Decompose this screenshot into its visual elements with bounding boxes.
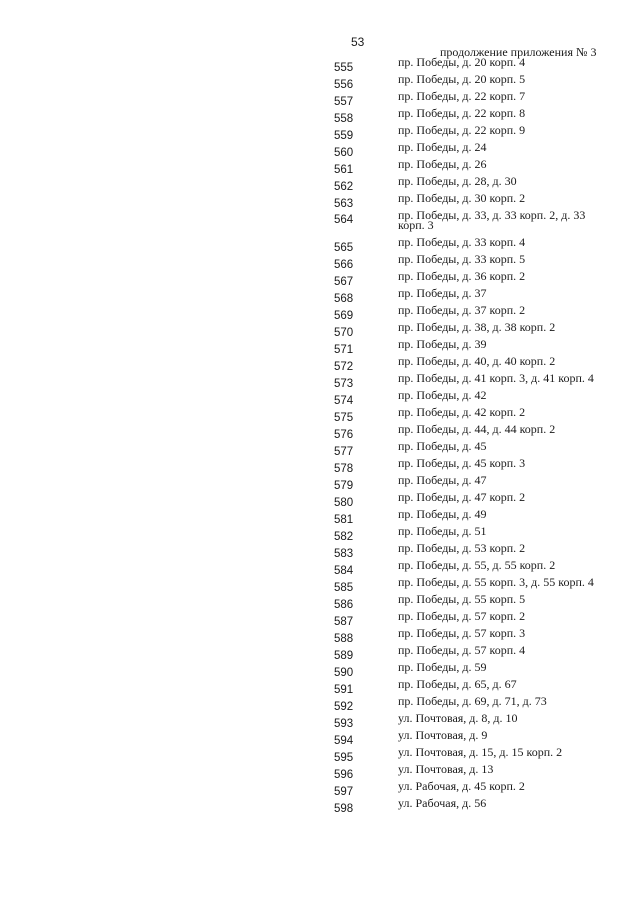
row-number: 555: [334, 62, 354, 74]
row-number: 571: [334, 344, 354, 356]
row-number: 585: [334, 582, 354, 594]
row-number: 582: [334, 531, 354, 543]
row-address: пр. Победы, д. 57 корп. 3: [398, 626, 526, 640]
row-number: 576: [334, 429, 354, 441]
row-address: пр. Победы, д. 33 корп. 4: [398, 235, 526, 249]
row-number: 589: [334, 650, 354, 662]
row-address: пр. Победы, д. 22 корп. 7: [398, 89, 526, 103]
row-number: 586: [334, 599, 354, 611]
row-address: пр. Победы, д. 47: [398, 473, 487, 487]
row-address: пр. Победы, д. 55 корп. 3, д. 55 корп. 4: [398, 575, 594, 589]
row-address: пр. Победы, д. 37: [398, 286, 487, 300]
row-number: 564: [334, 214, 354, 226]
row-number: 581: [334, 514, 354, 526]
list-item: [0, 458, 640, 475]
row-number: 598: [334, 803, 354, 815]
row-number: 563: [334, 198, 354, 210]
list-item: [0, 373, 640, 390]
row-address: пр. Победы, д. 26: [398, 157, 487, 171]
list-item: [0, 237, 640, 254]
row-number: 584: [334, 565, 354, 577]
row-number: 575: [334, 412, 354, 424]
row-address: пр. Победы, д. 20 корп. 5: [398, 72, 526, 86]
row-number: 560: [334, 147, 354, 159]
row-address: пр. Победы, д. 47 корп. 2: [398, 490, 526, 504]
row-number: 574: [334, 395, 354, 407]
row-address: пр. Победы, д. 57 корп. 2: [398, 609, 526, 623]
row-address: пр. Победы, д. 59: [398, 660, 487, 674]
row-address: пр. Победы, д. 37 корп. 2: [398, 303, 526, 317]
row-address: пр. Победы, д. 41 корп. 3, д. 41 корп. 4: [398, 371, 594, 385]
row-address: ул. Почтовая, д. 15, д. 15 корп. 2: [398, 745, 563, 759]
list-item: [0, 747, 640, 764]
row-address: пр. Победы, д. 33, д. 33 корп. 2, д. 33 корп. 3: [398, 208, 586, 232]
row-number: 561: [334, 164, 354, 176]
row-address: пр. Победы, д. 57 корп. 4: [398, 643, 526, 657]
address-list: [0, 57, 640, 815]
list-item: [0, 645, 640, 662]
list-item: [0, 271, 640, 288]
row-number: 577: [334, 446, 354, 458]
list-item: [0, 254, 640, 271]
row-address: пр. Победы, д. 33 корп. 5: [398, 252, 526, 266]
row-number: 593: [334, 718, 354, 730]
row-number: 557: [334, 96, 354, 108]
list-item: [0, 577, 640, 594]
row-address: пр. Победы, д. 69, д. 71, д. 73: [398, 694, 547, 708]
list-item: [0, 91, 640, 108]
list-item: [0, 611, 640, 628]
row-address: пр. Победы, д. 22 корп. 8: [398, 106, 526, 120]
list-item: [0, 662, 640, 679]
row-address: пр. Победы, д. 39: [398, 337, 487, 351]
row-number: 556: [334, 79, 354, 91]
row-address: ул. Рабочая, д. 56: [398, 796, 487, 810]
list-item: [0, 492, 640, 509]
row-number: 580: [334, 497, 354, 509]
row-address: пр. Победы, д. 38, д. 38 корп. 2: [398, 320, 556, 334]
list-item: [0, 108, 640, 125]
appendix-title: продолжение приложения № 3: [440, 45, 597, 59]
row-address: пр. Победы, д. 49: [398, 507, 487, 521]
row-address: пр. Победы, д. 42: [398, 388, 487, 402]
list-item: [0, 526, 640, 543]
row-address: пр. Победы, д. 22 корп. 9: [398, 123, 526, 137]
row-address: ул. Рабочая, д. 45 корп. 2: [398, 779, 525, 793]
row-address: ул. Почтовая, д. 8, д. 10: [398, 711, 518, 725]
row-address: ул. Почтовая, д. 13: [398, 762, 494, 776]
list-item: [0, 142, 640, 159]
list-item: [0, 764, 640, 781]
row-number: 587: [334, 616, 354, 628]
row-number: 591: [334, 684, 354, 696]
list-item: [0, 125, 640, 142]
list-item: [0, 441, 640, 458]
row-address: пр. Победы, д. 51: [398, 524, 487, 538]
row-address: пр. Победы, д. 55 корп. 5: [398, 592, 526, 606]
list-item: [0, 509, 640, 526]
row-address: пр. Победы, д. 53 корп. 2: [398, 541, 526, 555]
list-item: [0, 159, 640, 176]
row-number: 558: [334, 113, 354, 125]
list-item: [0, 57, 640, 74]
row-number: 594: [334, 735, 354, 747]
row-address: пр. Победы, д. 55, д. 55 корп. 2: [398, 558, 556, 572]
row-number: 573: [334, 378, 354, 390]
row-address: пр. Победы, д. 40, д. 40 корп. 2: [398, 354, 556, 368]
row-number: 570: [334, 327, 354, 339]
row-number: 559: [334, 130, 354, 142]
row-number: 583: [334, 548, 354, 560]
row-address: пр. Победы, д. 30 корп. 2: [398, 191, 526, 205]
row-address: пр. Победы, д. 65, д. 67: [398, 677, 517, 691]
row-number: 565: [334, 242, 354, 254]
row-address: пр. Победы, д. 28, д. 30: [398, 174, 517, 188]
list-item: [0, 424, 640, 441]
list-item: [0, 628, 640, 645]
list-item: [0, 798, 640, 815]
row-address: пр. Победы, д. 45 корп. 3: [398, 456, 526, 470]
row-address: пр. Победы, д. 36 корп. 2: [398, 269, 526, 283]
list-item: [0, 696, 640, 713]
row-number: 572: [334, 361, 354, 373]
list-item: [0, 475, 640, 492]
row-number: 588: [334, 633, 354, 645]
row-address: ул. Почтовая, д. 9: [398, 728, 488, 742]
row-number: 566: [334, 259, 354, 271]
row-number: 568: [334, 293, 354, 305]
row-address: пр. Победы, д. 20 корп. 4: [398, 55, 526, 69]
row-number: 579: [334, 480, 354, 492]
list-item: [0, 781, 640, 798]
row-number: 597: [334, 786, 354, 798]
row-number: 590: [334, 667, 354, 679]
list-item: [0, 594, 640, 611]
page-number: 53: [351, 35, 365, 49]
list-item: [0, 322, 640, 339]
list-item: [0, 210, 640, 237]
list-item: [0, 74, 640, 91]
row-address: пр. Победы, д. 44, д. 44 корп. 2: [398, 422, 556, 436]
list-item: [0, 288, 640, 305]
row-address: пр. Победы, д. 45: [398, 439, 487, 453]
list-item: [0, 176, 640, 193]
row-number: 562: [334, 181, 354, 193]
row-number: 595: [334, 752, 354, 764]
row-number: 567: [334, 276, 354, 288]
row-number: 596: [334, 769, 354, 781]
row-number: 592: [334, 701, 354, 713]
row-address: пр. Победы, д. 24: [398, 140, 487, 154]
row-number: 578: [334, 463, 354, 475]
row-number: 569: [334, 310, 354, 322]
row-address: пр. Победы, д. 42 корп. 2: [398, 405, 526, 419]
list-item: [0, 390, 640, 407]
list-item: [0, 713, 640, 730]
